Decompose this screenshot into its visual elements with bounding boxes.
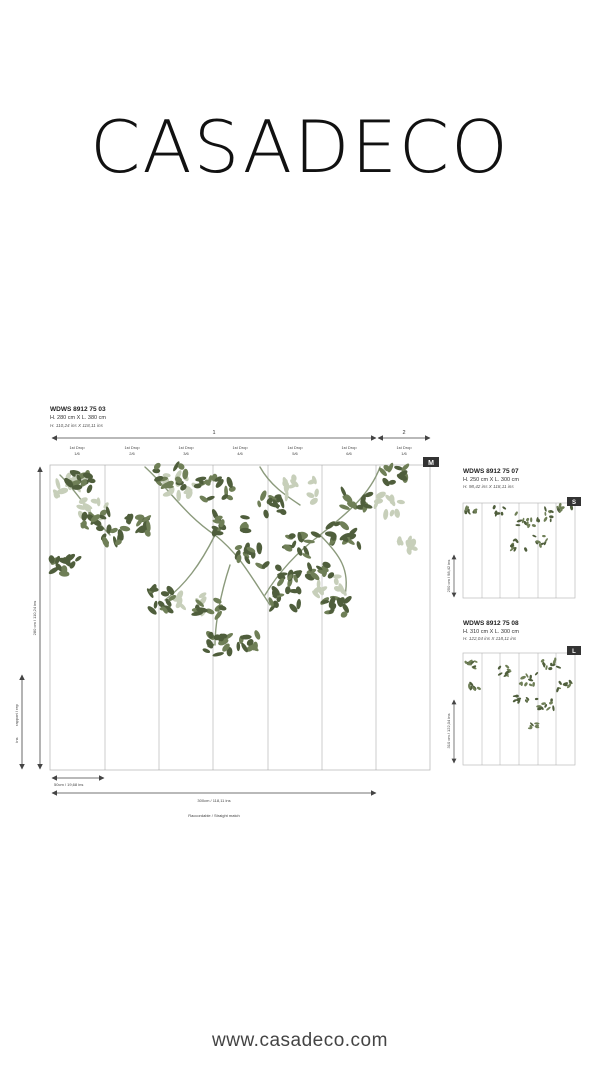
drop-label-6-title: 1st Drop — [341, 445, 357, 450]
main-ref: WDWS 8912 75 03 — [50, 406, 106, 413]
main-badge-label: M — [428, 460, 434, 467]
drop-labels — [69, 445, 412, 456]
drop-label-4: 4/6 — [237, 451, 243, 456]
small-ref: WDWS 8912 75 07 — [463, 468, 519, 475]
segment-2-label: 2 — [402, 430, 406, 436]
main-size-cm: H. 280 cm X L. 380 cm — [50, 415, 106, 421]
main-size-in: H. 110,24 ins X 118,11 ins — [50, 423, 103, 428]
drop-label-7: 1/6 — [401, 451, 407, 456]
small-height-label: 250 cm / 98,42 ins — [446, 559, 451, 593]
strip-width-label: 50cm / 19,68 ins — [54, 782, 84, 787]
small-badge-label: S — [571, 500, 577, 506]
small-size-in: H. 98,42 ins X 118,11 ins — [463, 484, 514, 489]
large-ref: WDWS 8912 75 08 — [463, 620, 519, 627]
large-height-label: 310 cm / 122,04 ins — [446, 713, 451, 749]
segment-1-label: 1 — [212, 430, 216, 436]
drop-label-3-title: 1st Drop — [178, 445, 194, 450]
main-height-label: 280 cm / 110,24 ins — [32, 600, 37, 636]
drop-label-3: 3/6 — [183, 451, 189, 456]
large-size-cm: H. 310 cm X L. 300 cm — [463, 629, 519, 635]
repeat-label: rapport / rep — [14, 704, 19, 726]
drop-label-2-title: 1st Drop — [124, 445, 140, 450]
total-width-label: 300cm / 118,11 ins — [197, 798, 231, 803]
drop-label-7-title: 1st Drop — [396, 445, 412, 450]
drop-label-4-title: 1st Drop — [232, 445, 248, 450]
small-size-cm: H. 250 cm X L. 300 cm — [463, 477, 519, 483]
drop-label-1-title: 1st Drop — [69, 445, 85, 450]
repeat-unit: ins — [14, 737, 19, 743]
wallpaper-layout-plan — [0, 395, 600, 835]
leaf — [521, 682, 523, 686]
website-url: www.casadeco.com — [212, 1030, 388, 1051]
drop-label-2: 2/6 — [129, 451, 135, 456]
large-badge-label: L — [572, 649, 576, 655]
match-note: Raccordable / Straight match — [188, 813, 240, 818]
drop-label-1: 1/6 — [74, 451, 80, 456]
brand-logo: CASADECO — [90, 105, 510, 189]
drop-label-5: 5/6 — [292, 451, 298, 456]
drop-label-6: 6/6 — [346, 451, 352, 456]
large-size-in: H. 122,04 ins X 118,11 ins — [463, 636, 517, 641]
drop-label-5-title: 1st Drop — [287, 445, 303, 450]
leaf — [550, 518, 552, 522]
